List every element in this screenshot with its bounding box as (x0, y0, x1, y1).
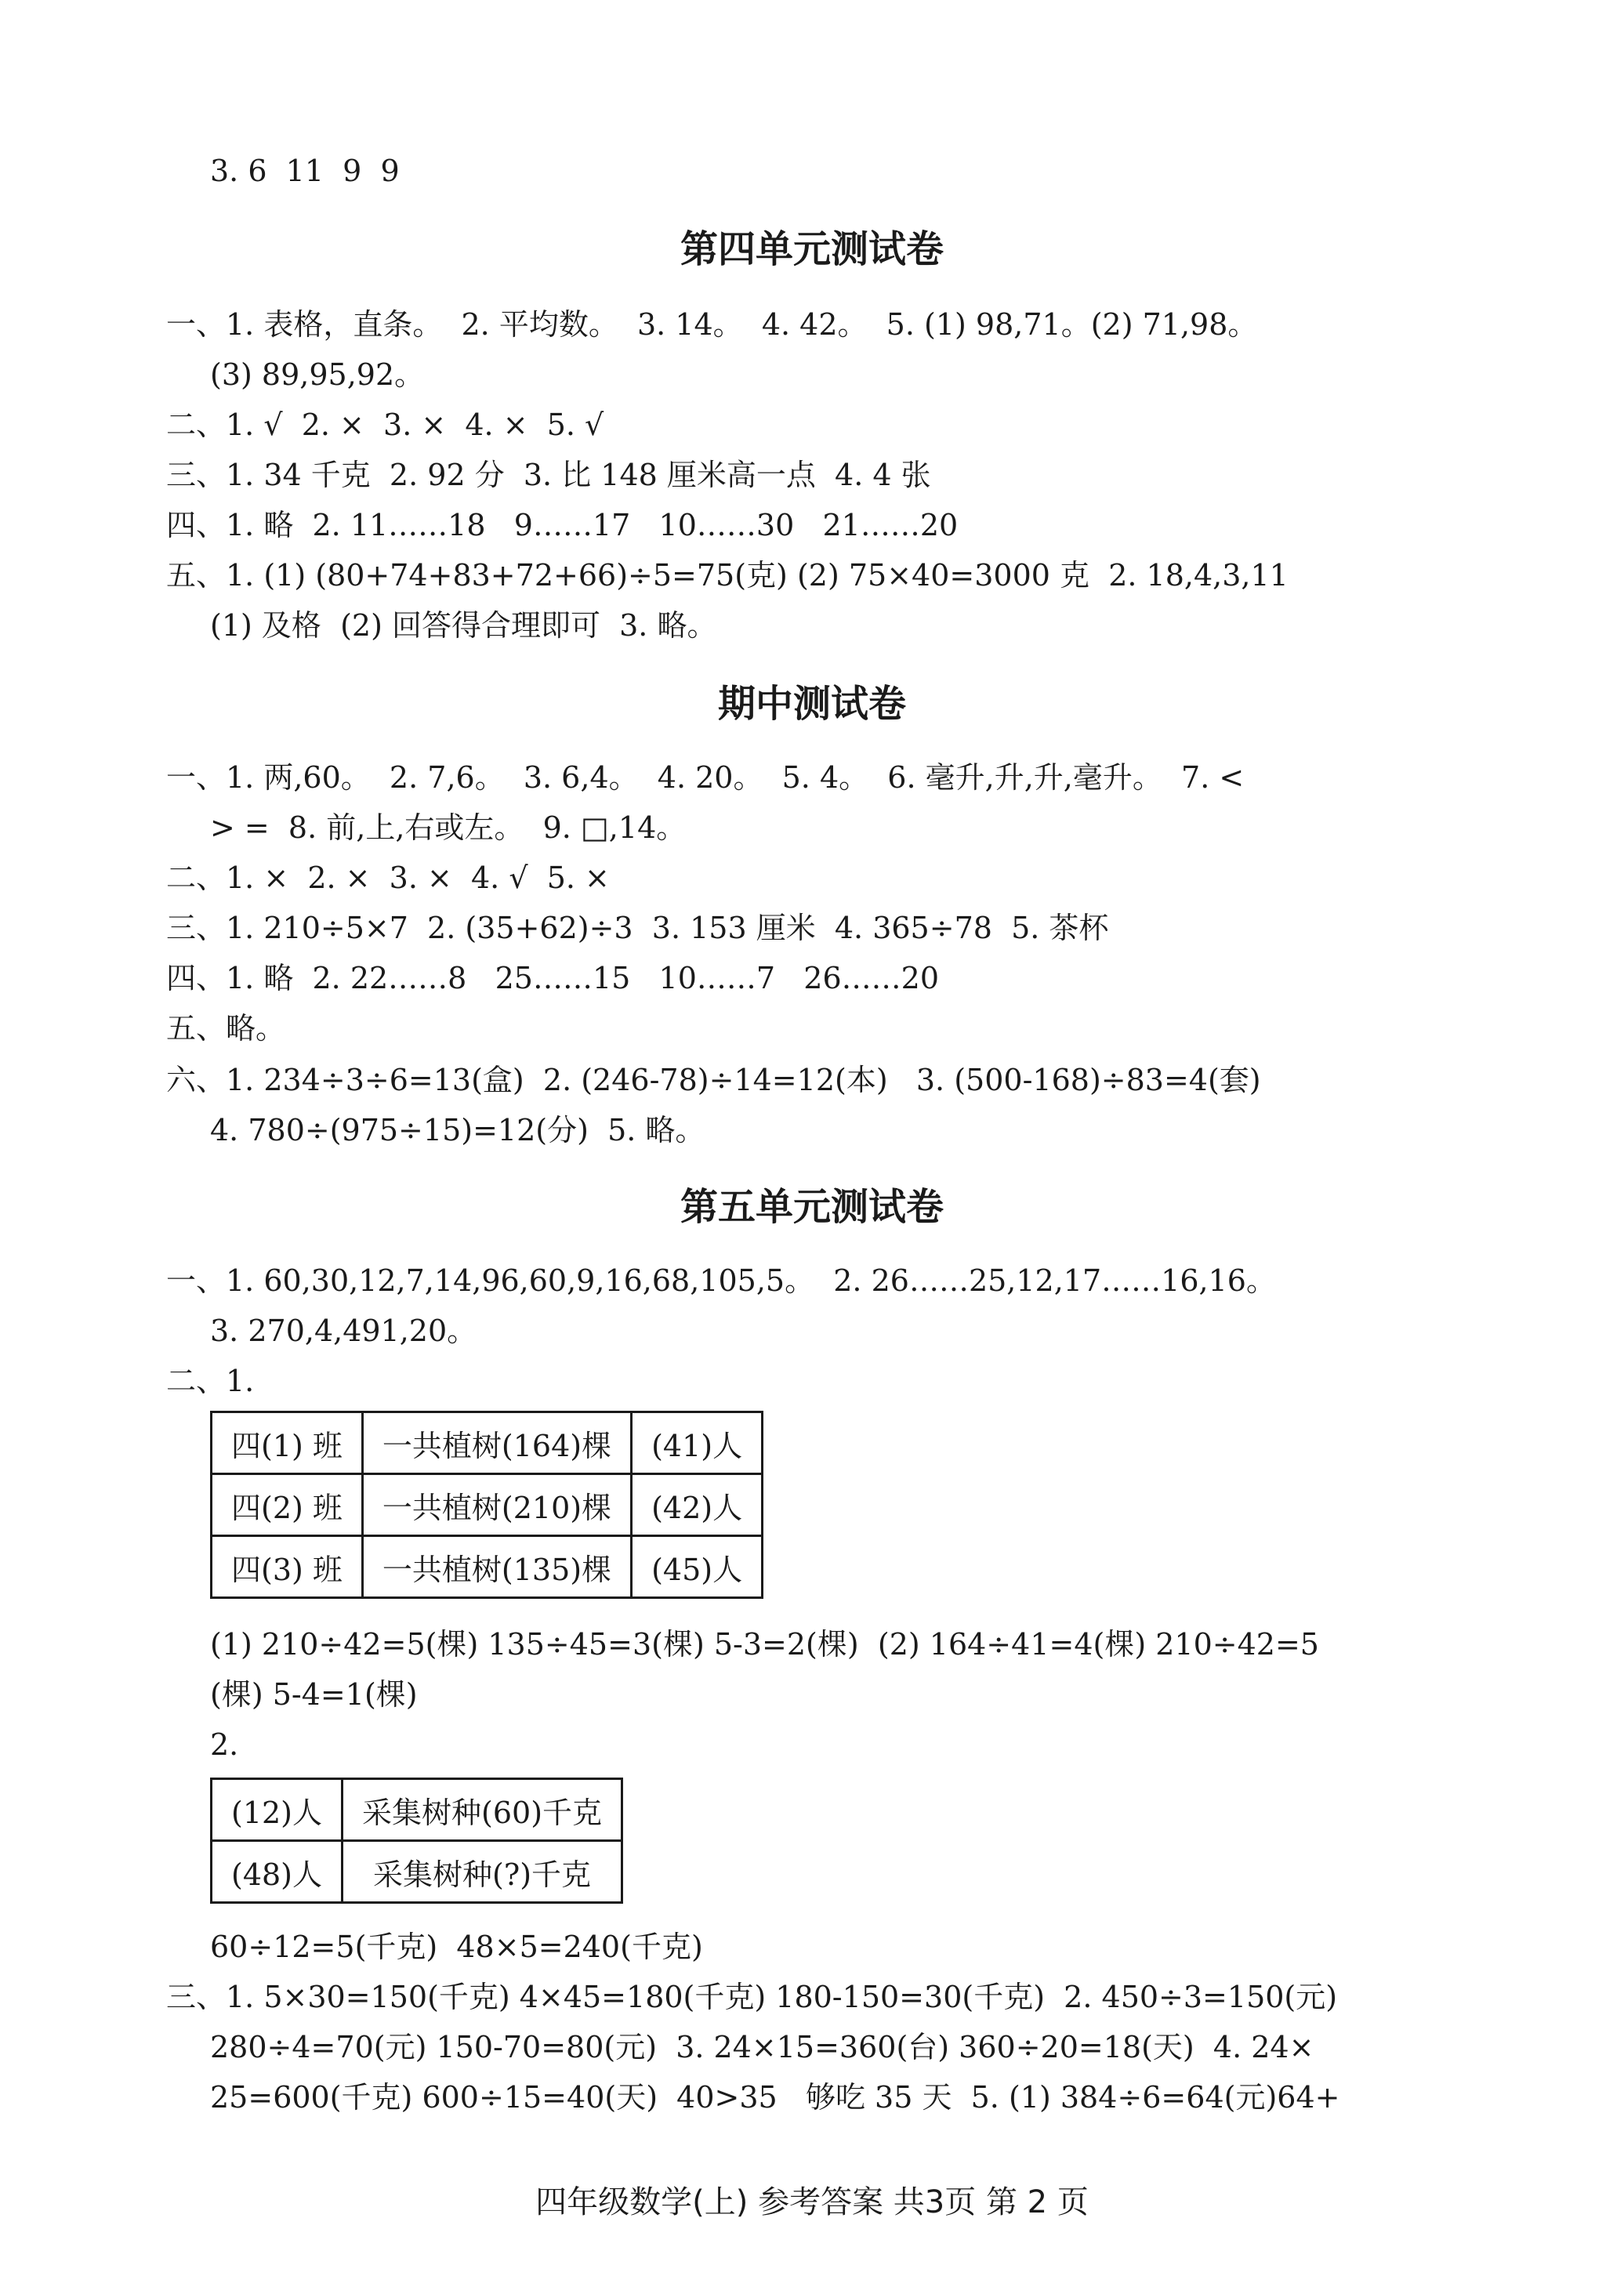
section-title-midterm: 期中测试卷 (717, 682, 906, 726)
answer-line: 二、1. √ 2. × 3. × 4. × 5. √ (166, 408, 604, 442)
table-cell: (42)人 (632, 1474, 763, 1536)
table-row (212, 1841, 622, 1903)
table-cell: (41)人 (632, 1412, 763, 1474)
answer-line: 一、1. 表格，直条。 2. 平均数。 3. 14。 4. 42。 5. (1) 98,71。(2) 71,98。 (166, 307, 1258, 342)
table-cell: (12)人 (212, 1779, 343, 1841)
answer-line: 4. 780÷(975÷15)=12(分) 5. 略。 (210, 1113, 705, 1147)
table-cell: (45)人 (632, 1536, 763, 1598)
table-cell: 采集树种(60)千克 (343, 1779, 622, 1841)
table-cell: 四(2) 班 (212, 1474, 363, 1536)
answer-line: 三、1. 34 千克 2. 92 分 3. 比 148 厘米高一点 4. 4 张 (166, 458, 931, 492)
answer-line: (1) 及格 (2) 回答得合理即可 3. 略。 (210, 608, 717, 643)
table-row (212, 1536, 763, 1598)
answer-line: 三、1. 5×30=150(千克) 4×45=180(千克) 180-150=30(千克) 2. 450÷3=150(元) (166, 1980, 1338, 2014)
answer-line: 280÷4=70(元) 150-70=80(元) 3. 24×15=360(台) 360÷20=18(天) 4. 24× (210, 2030, 1314, 2064)
table-cell: (48)人 (212, 1841, 343, 1903)
answer-line: 六、1. 234÷3÷6=13(盒) 2. (246-78)÷14=12(本) 3. (500-168)÷83=4(套) (166, 1063, 1261, 1097)
table-row (212, 1779, 622, 1841)
answer-line: 一、1. 60,30,12,7,14,96,60,9,16,68,105,5。 2. 26……25,12,17……16,16。 (166, 1263, 1276, 1298)
answer-line: 四、1. 略 2. 22……8 25……15 10……7 26……20 (166, 961, 940, 995)
tree-planting-table (210, 1411, 763, 1599)
answer-line: 二、1. × 2. × 3. × 4. √ 5. × (166, 861, 610, 895)
answer-line: 2. (210, 1727, 239, 1762)
answer-line: 四、1. 略 2. 11……18 9……17 10……30 21……20 (166, 508, 959, 542)
answer-line: 五、1. (1) (80+74+83+72+66)÷5=75(克) (2) 75×40=3000 克 2. 18,4,3,11 (166, 558, 1289, 593)
table-cell: 一共植树(135)棵 (362, 1536, 631, 1598)
table-row (212, 1474, 763, 1536)
answer-line: > = 8. 前,上,右或左。 9. □,14。 (210, 810, 687, 845)
answer-line: (1) 210÷42=5(棵) 135÷45=3(棵) 5-3=2(棵) (2) 164÷41=4(棵) 210÷42=5 (210, 1627, 1319, 1662)
table-cell: 一共植树(164)棵 (362, 1412, 631, 1474)
table-cell: 采集树种(?)千克 (343, 1841, 622, 1903)
answer-line: 三、1. 210÷5×7 2. (35+62)÷3 3. 153 厘米 4. 365÷78 5. 茶杯 (166, 911, 1109, 945)
seed-collection-table (210, 1778, 623, 1904)
table-row (212, 1412, 763, 1474)
table-cell: 一共植树(210)棵 (362, 1474, 631, 1536)
answer-line: 25=600(千克) 600÷15=40(天) 40>35 够吃 35 天 5. (1) 384÷6=64(元)64+ (210, 2080, 1340, 2115)
section-title-unit4: 第四单元测试卷 (680, 227, 944, 271)
answer-line: (棵) 5-4=1(棵) (210, 1677, 418, 1712)
table-cell: 四(3) 班 (212, 1536, 363, 1598)
answer-line: 3. 6 11 9 9 (210, 154, 400, 188)
page-footer: 四年级数学(上) 参考答案 共3页 第 2 页 (535, 2184, 1089, 2220)
answer-line: 60÷12=5(千克) 48×5=240(千克) (210, 1930, 703, 1964)
answer-line: 二、1. (166, 1364, 255, 1398)
answer-line: 3. 270,4,491,20。 (210, 1314, 477, 1348)
answer-line: 一、1. 两,60。 2. 7,6。 3. 6,4。 4. 20。 5. 4。 6. 毫升,升,升,毫升。 7. < (166, 760, 1245, 795)
section-title-unit5: 第五单元测试卷 (680, 1185, 944, 1229)
answer-line: 五、略。 (166, 1011, 286, 1046)
table-cell: 四(1) 班 (212, 1412, 363, 1474)
answer-line: (3) 89,95,92。 (210, 357, 425, 392)
